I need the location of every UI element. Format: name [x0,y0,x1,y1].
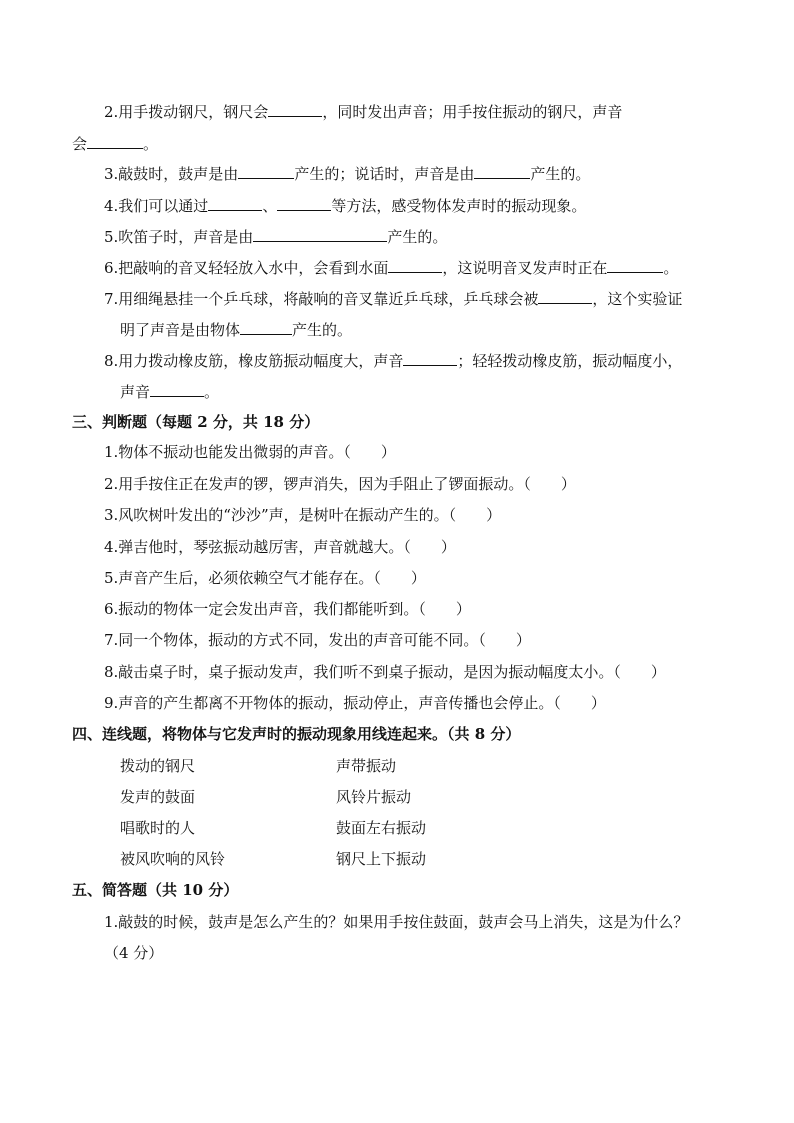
answer-blank[interactable] [403,350,457,366]
judge-item: 1.物体不振动也能发出微弱的声音。（ ） [104,443,396,461]
fill-q6: 6.把敲响的音叉轻轻放入水中，会看到水面 ，这说明音叉发声时正在 。 [104,259,679,277]
fill-q7-line2: 明了声音是由物体 产生的。 [120,321,353,339]
answer-blank[interactable] [253,226,387,242]
judge-item: 8.敲击桌子时，桌子振动发声，我们听不到桌子振动，是因为振动幅度太小。（ ） [104,663,666,681]
section-title-judgement: 三、判断题（每题 2 分，共 18 分） [72,413,320,431]
match-right-item[interactable]: 风铃片振动 [336,788,412,806]
answer-blank[interactable] [538,288,592,304]
short-answer-q1: 1.敲鼓的时候，鼓声是怎么产生的？如果用手按住鼓面，鼓声会马上消失，这是为什么？ [104,913,689,931]
section-title-short-answer: 五、简答题（共 10 分） [72,881,239,899]
judge-item: 7.同一个物体，振动的方式不同，发出的声音可能不同。（ ） [104,631,531,649]
answer-blank[interactable] [474,163,530,179]
answer-blank[interactable] [87,133,143,149]
fill-q8-line2: 声音 。 [120,383,220,401]
judge-item: 6.振动的物体一定会发出声音，我们都能听到。（ ） [104,600,471,618]
answer-blank[interactable] [607,257,663,273]
match-left-item[interactable]: 拨动的钢尺 [120,757,196,775]
answer-blank[interactable] [268,101,322,117]
answer-blank[interactable] [240,319,292,335]
fill-q2-line2: 会 。 [72,135,159,153]
match-left-item[interactable]: 被风吹响的风铃 [120,850,226,868]
answer-blank[interactable] [208,195,262,211]
match-left-item[interactable]: 唱歌时的人 [120,819,196,837]
answer-blank[interactable] [238,163,294,179]
match-right-item[interactable]: 声带振动 [336,757,397,775]
fill-q5: 5.吹笛子时，声音是由 产生的。 [104,228,448,246]
short-answer-q1-score: （4 分） [104,944,164,962]
judge-item: 4.弹吉他时，琴弦振动越厉害，声音就越大。（ ） [104,538,456,556]
judge-item: 2.用手按住正在发声的锣，锣声消失，因为手阻止了锣面振动。（ ） [104,475,576,493]
fill-q4: 4.我们可以通过 、 等方法，感受物体发声时的振动现象。 [104,197,587,215]
answer-blank[interactable] [150,381,204,397]
fill-q2-line1: 2.用手拨动钢尺，钢尺会 ，同时发出声音；用手按住振动的钢尺，声音 [104,103,623,121]
answer-blank[interactable] [277,195,331,211]
fill-q3: 3.敲鼓时，鼓声是由 产生的；说话时，声音是由 产生的。 [104,165,591,183]
match-right-item[interactable]: 钢尺上下振动 [336,850,427,868]
match-left-item[interactable]: 发声的鼓面 [120,788,196,806]
match-right-item[interactable]: 鼓面左右振动 [336,819,427,837]
judge-item: 5.声音产生后，必须依赖空气才能存在。（ ） [104,569,426,587]
section-title-matching: 四、连线题，将物体与它发声时的振动现象用线连起来。（共 8 分） [72,725,521,743]
fill-q8-line1: 8.用力拨动橡皮筋，橡皮筋振动幅度大，声音 ；轻轻拨动橡皮筋，振动幅度小， [104,352,683,370]
answer-blank[interactable] [388,257,442,273]
fill-q7-line1: 7.用细绳悬挂一个乒乓球，将敲响的音叉靠近乒乓球，乒乓球会被 ，这个实验证 [104,290,683,308]
judge-item: 3.风吹树叶发出的“沙沙”声，是树叶在振动产生的。（ ） [104,506,502,524]
judge-item: 9.声音的产生都离不开物体的振动，振动停止，声音传播也会停止。（ ） [104,694,606,712]
